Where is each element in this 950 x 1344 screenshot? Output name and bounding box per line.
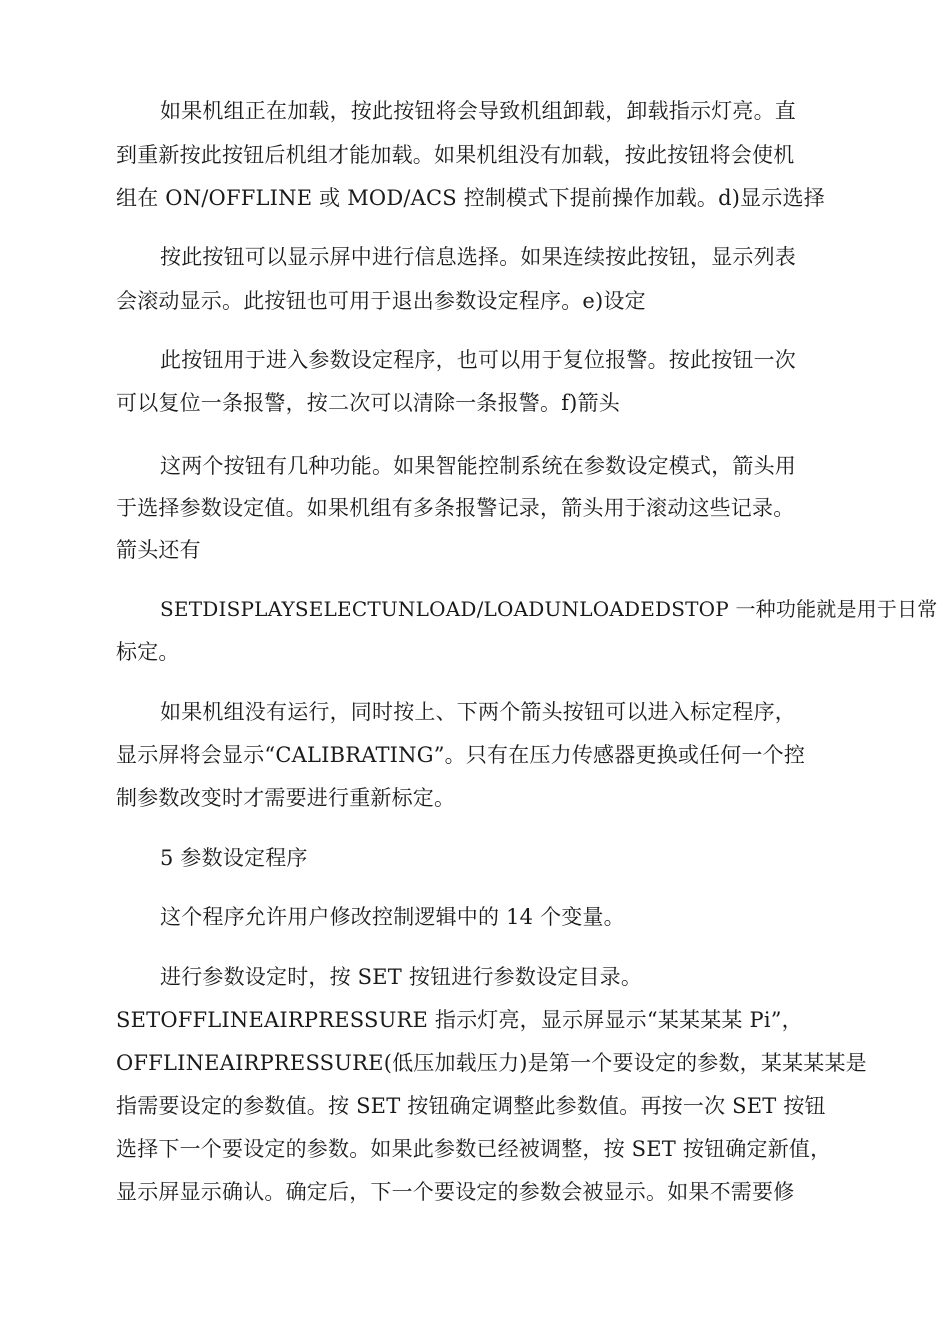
text-line: 到重新按此按钮后机组才能加载。如果机组没有加载，按此按钮将会使机 [116, 143, 795, 167]
text-line: 显示屏将会显示“CALIBRATING”。只有在压力传感器更换或任何一个控 [116, 743, 806, 767]
text-line: SETDISPLAYSELECTUNLOAD/LOADUNLOADEDSTOP 一种功能就是用于日常 [160, 597, 938, 621]
text-line: 此按钮用于进入参数设定程序，也可以用于复位报警。按此按钮一次 [160, 348, 796, 372]
text-line: 会滚动显示。此按钮也可用于退出参数设定程序。e)设定 [116, 289, 646, 313]
text-line: 显示屏显示确认。确定后，下一个要设定的参数会被显示。如果不需要修 [116, 1180, 795, 1204]
text-line: 可以复位一条报警，按二次可以清除一条报警。f)箭头 [116, 391, 620, 415]
text-line: 按此按钮可以显示屏中进行信息选择。如果连续按此按钮，显示列表 [160, 245, 796, 269]
text-line: SETOFFLINEAIRPRESSURE 指示灯亮，显示屏显示“某某某某 Pi”， [116, 1008, 803, 1032]
section-heading: 5 参数设定程序 [160, 846, 308, 870]
text-line: 箭头还有 [116, 538, 201, 562]
text-line: 这个程序允许用户修改控制逻辑中的 14 个变量。 [160, 905, 625, 929]
text-line: 指需要设定的参数值。按 SET 按钮确定调整此参数值。再按一次 SET 按钮 [116, 1094, 826, 1118]
text-line: 于选择参数设定值。如果机组有多条报警记录，箭头用于滚动这些记录。 [116, 496, 795, 520]
text-line: 组在 ON/OFFLINE 或 MOD/ACS 控制模式下提前操作加载。d)显示选择 [116, 186, 825, 210]
text-line: 标定。 [116, 640, 180, 664]
text-line: 如果机组正在加载，按此按钮将会导致机组卸载，卸载指示灯亮。直 [160, 99, 796, 123]
text-line: 选择下一个要设定的参数。如果此参数已经被调整，按 SET 按钮确定新值， [116, 1137, 832, 1161]
text-line: OFFLINEAIRPRESSURE(低压加载压力)是第一个要设定的参数，某某某某是 [116, 1051, 867, 1075]
text-line: 如果机组没有运行，同时按上、下两个箭头按钮可以进入标定程序， [160, 700, 796, 724]
text-line: 进行参数设定时，按 SET 按钮进行参数设定目录。 [160, 965, 643, 989]
text-line: 这两个按钮有几种功能。如果智能控制系统在参数设定模式，箭头用 [160, 454, 796, 478]
text-line: 制参数改变时才需要进行重新标定。 [116, 786, 456, 810]
